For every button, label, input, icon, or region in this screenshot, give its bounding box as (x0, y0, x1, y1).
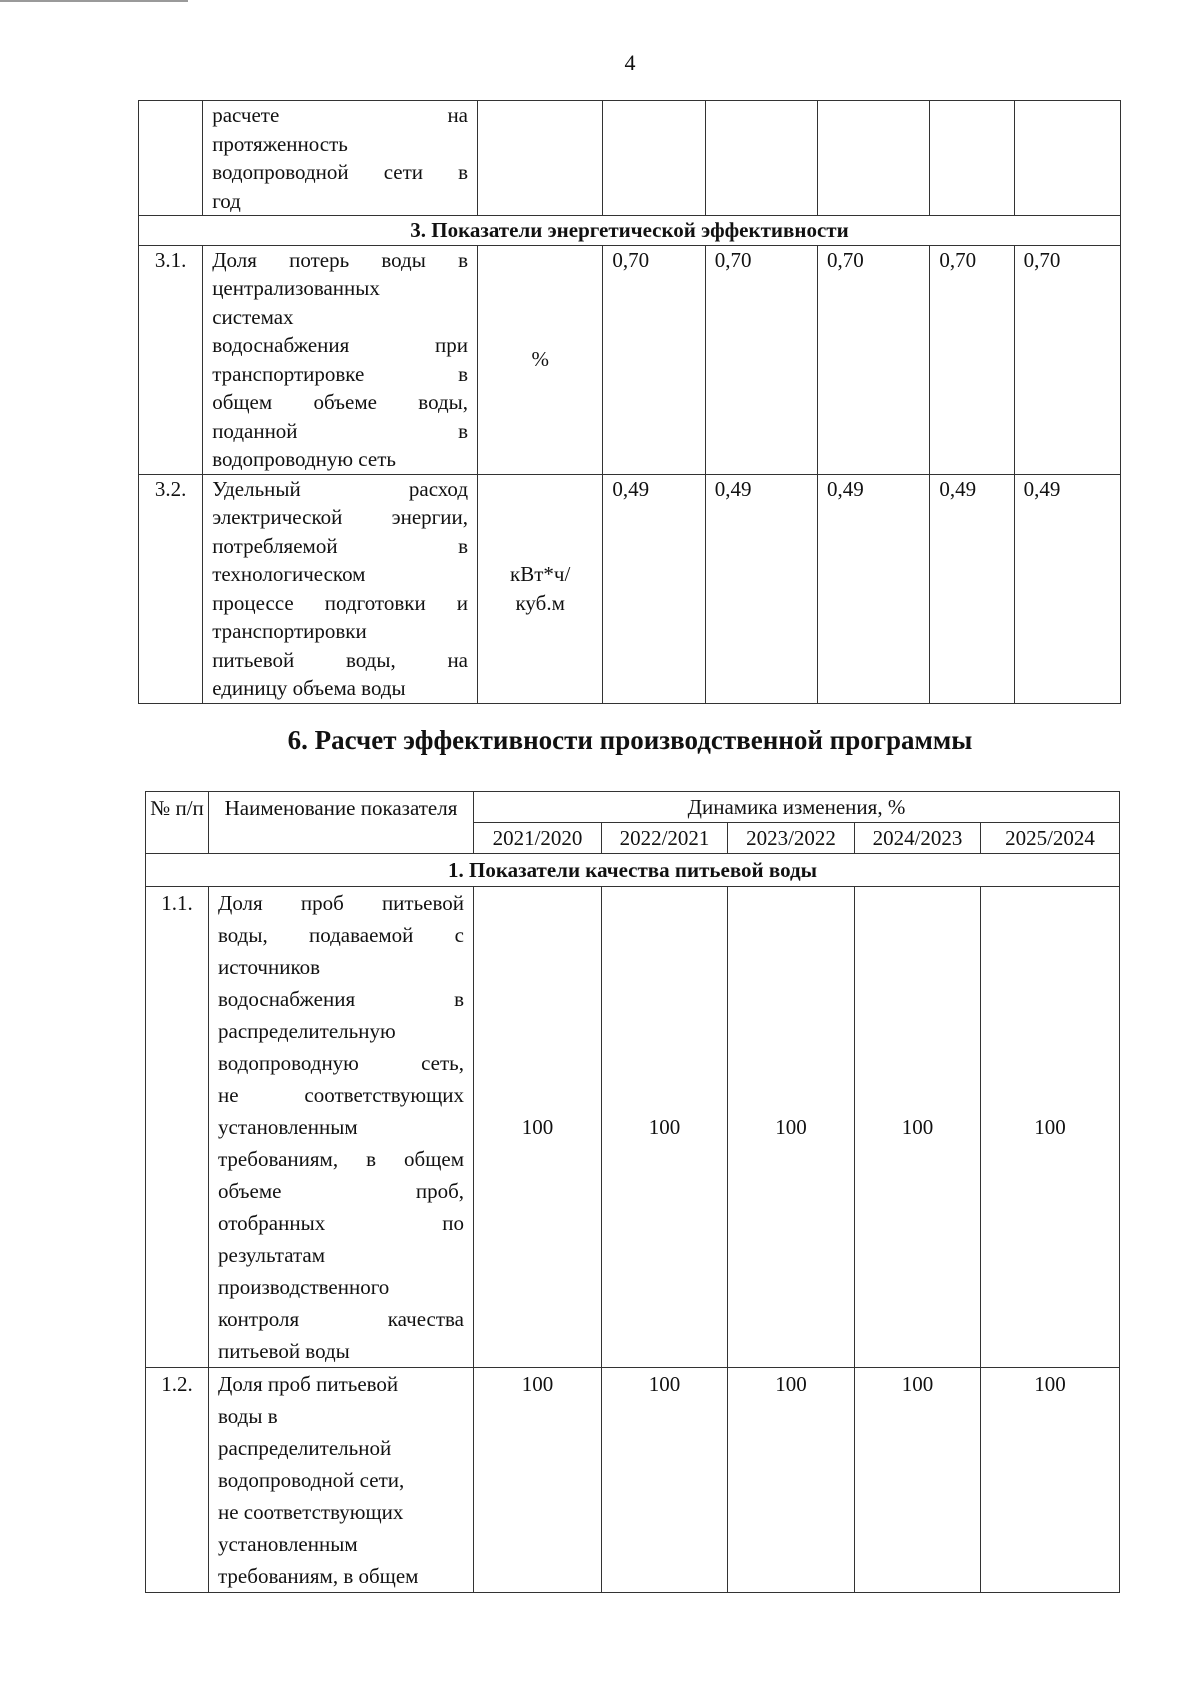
row-number: 3.2. (139, 474, 203, 703)
unit-cell: кВт*ч/ куб.м (478, 474, 603, 703)
row-number: 1.2. (146, 1368, 209, 1593)
value-cell: 0,49 (818, 474, 930, 703)
section-title: 1. Показатели качества питьевой воды (146, 854, 1120, 887)
section-row (139, 216, 1121, 246)
period-header: 2025/2024 (981, 823, 1120, 854)
text-line: питьевой воды, на (212, 647, 469, 672)
value-cell: 100 (855, 1368, 981, 1593)
value-cell: 100 (602, 1368, 728, 1593)
row-name (209, 887, 474, 1368)
value-cell: 100 (981, 1368, 1120, 1593)
text-line: технологическом (212, 562, 366, 586)
text-line: воды в (218, 1404, 278, 1428)
text-line: Удельный расход (212, 476, 469, 501)
text-line: водопроводной сети в (212, 160, 469, 184)
energy-indicators-table (138, 100, 1121, 704)
text-line: отобранных по (218, 1211, 464, 1235)
text-line: процессе подготовки и (212, 590, 469, 615)
row-name (209, 1368, 474, 1593)
table-row-continuation (139, 101, 1121, 216)
text-line: водопроводную сеть, (218, 1051, 464, 1075)
period-header: 2023/2022 (728, 823, 855, 854)
value-cell: 100 (602, 887, 728, 1368)
text-line: единицу объема воды (212, 676, 406, 700)
period-header: 2022/2021 (602, 823, 728, 854)
value-cell: 0,49 (1014, 474, 1120, 703)
num-header: № п/п (146, 792, 209, 854)
text-line: установленным (218, 1532, 358, 1556)
period-header: 2021/2020 (474, 823, 602, 854)
text-line: расчете на (212, 103, 469, 127)
text-line: транспортировке в (212, 361, 469, 386)
text-line: объеме проб, (218, 1179, 464, 1203)
header-row (146, 792, 1120, 823)
text-line: системах (212, 304, 294, 329)
row-name (203, 474, 478, 703)
text-line: установленным (218, 1115, 358, 1139)
text-line: потребляемой в (212, 533, 469, 558)
text-line: Доля проб питьевой (218, 891, 464, 915)
section-heading: 6. Расчет эффективности производственной программы (287, 725, 973, 755)
text-line: не соответствующих (218, 1083, 464, 1107)
text-line: транспортировки (212, 619, 367, 643)
text-line: водоснабжения в (218, 987, 464, 1011)
value-cell: 100 (855, 887, 981, 1368)
text-line: водопроводной сети, (218, 1468, 405, 1492)
efficiency-table (145, 791, 1120, 1593)
value-cell: 0,70 (818, 245, 930, 474)
page-number: 4 (624, 50, 636, 75)
text-line: требованиям, в общем (218, 1564, 419, 1588)
value-cell: 0,49 (705, 474, 817, 703)
text-line: общем объеме воды, (212, 390, 469, 414)
row-number: 1.1. (146, 887, 209, 1368)
section-title: 3. Показатели энергетической эффективности (139, 216, 1121, 246)
value-cell: 0,70 (930, 245, 1014, 474)
scan-edge-mark (0, 0, 188, 2)
row-number: 3.1. (139, 245, 203, 474)
table-row (139, 474, 1121, 703)
unit-cell: % (478, 245, 603, 474)
text-line: источников (218, 955, 321, 979)
value-cell: 0,49 (603, 474, 705, 703)
text-line: не соответствующих (218, 1500, 404, 1524)
table-row (139, 245, 1121, 474)
section-row (146, 854, 1120, 887)
text-line: протяженность (212, 131, 348, 156)
dynamics-header: Динамика изменения, % (474, 792, 1120, 823)
text-line: водопроводную сеть (212, 447, 396, 471)
name-header: Наименование показателя (209, 792, 474, 854)
text-line: поданной в (212, 418, 469, 443)
text-line: результатам (218, 1243, 326, 1267)
value-cell: 0,70 (705, 245, 817, 474)
text-line: требованиям, в общем (218, 1147, 464, 1171)
text-line: централизованных (212, 276, 380, 300)
text-line: Доля проб питьевой (218, 1372, 399, 1396)
value-cell: 100 (728, 887, 855, 1368)
text-line: электрической энергии, (212, 505, 469, 529)
value-cell: 0,70 (1014, 245, 1120, 474)
value-cell: 100 (981, 887, 1120, 1368)
name-cell (203, 101, 478, 216)
text-line: производственного (218, 1275, 390, 1299)
period-header: 2024/2023 (855, 823, 981, 854)
row-name (203, 245, 478, 474)
value-cell: 100 (728, 1368, 855, 1593)
text-line: контроля качества (218, 1307, 464, 1331)
table-row (146, 1368, 1120, 1593)
text-line: водоснабжения при (212, 333, 469, 357)
value-cell: 0,49 (930, 474, 1014, 703)
table-row (146, 887, 1120, 1368)
text-line: распределительной (218, 1436, 392, 1460)
num-cell (139, 101, 203, 216)
text-line: воды, подаваемой с (218, 923, 464, 947)
text-line: питьевой воды (218, 1339, 350, 1363)
text-line: Доля потерь воды в (212, 247, 469, 272)
value-cell: 100 (474, 887, 602, 1368)
text-line: распределительную (218, 1019, 396, 1043)
value-cell: 0,70 (603, 245, 705, 474)
value-cell: 100 (474, 1368, 602, 1593)
text-line: год (212, 188, 241, 213)
